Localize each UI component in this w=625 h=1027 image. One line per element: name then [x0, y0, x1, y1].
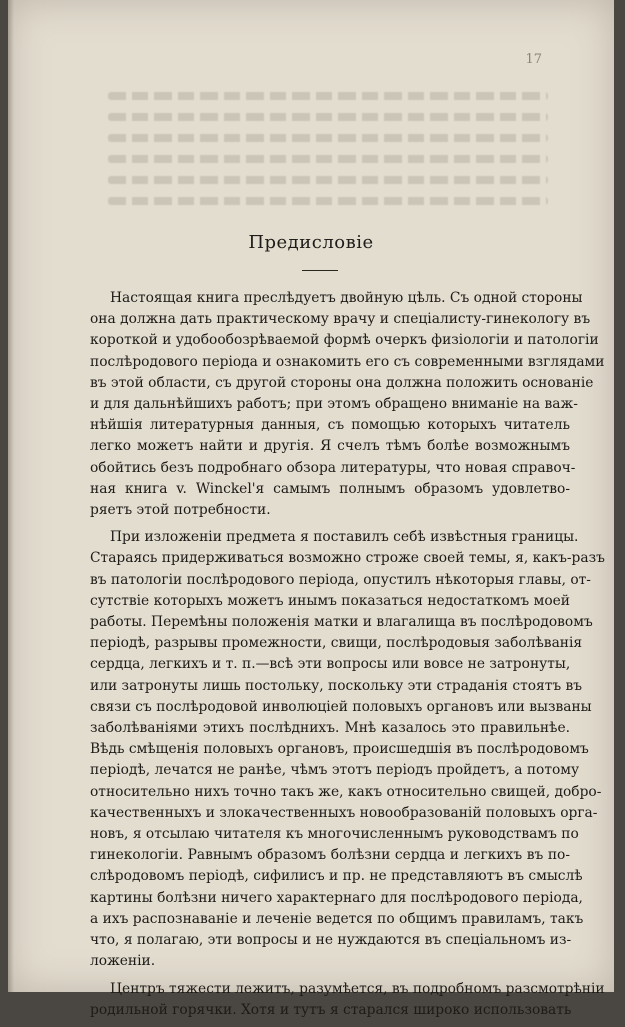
text-line: слѣродовомъ періодѣ, сифилисъ и пр. не представляютъ въ смыслѣ — [90, 868, 583, 885]
text-line: Настоящая книга преслѣдуетъ двойную цѣль. Съ одной стороны — [110, 290, 583, 306]
text-line: нѣйшія литературныя данныя, съ помощью которыхъ читатель — [90, 417, 570, 434]
text-line: сутствіе которыхъ можетъ инымъ показаться недостаткомъ моей — [90, 592, 570, 609]
text-line: гинекологіи. Равнымъ образомъ болѣзни сердца и легкихъ въ по- — [90, 847, 570, 864]
text-line: въ патологіи послѣродового періода, опустилъ нѣкоторыя главы, от- — [90, 571, 591, 588]
text-line: связи съ послѣродовой инволюціей половыхъ органовъ или вызваны — [90, 698, 592, 715]
text-line: періодѣ, лечатся не ранѣе, чѣмъ этотъ періодъ пройдетъ, а потому — [90, 762, 580, 779]
page-title: Предисловіе — [248, 232, 374, 253]
bleed-through-text — [8, 0, 614, 230]
text-line: новъ, я отсылаю читателя къ многочисленнымъ руководствамъ по — [90, 826, 579, 843]
text-line: и для дальнѣйшихъ работъ; при этомъ обращено вниманіе на важ- — [90, 396, 578, 413]
text-line: періодѣ, разрывы промежности, свищи, послѣродовыя заболѣванія — [90, 635, 583, 652]
text-line: Стараясь придерживаться возможно строже своей темы, я, какъ-разъ — [90, 550, 605, 567]
text-line: работы. Перемѣны положенія матки и влагалища въ послѣродовомъ — [90, 614, 593, 631]
body-text — [90, 288, 605, 1027]
text-line: а ихъ распознаваніе и леченіе ведется по общимъ правиламъ, такъ — [90, 910, 584, 927]
text-line: ряетъ этой потребности. — [90, 502, 271, 519]
text-line: или затронуты лишь постольку, поскольку эти страданія стоятъ въ — [90, 677, 583, 694]
text-line: относительно нихъ точно такъ же, какъ относительно свищей, добро- — [90, 783, 602, 800]
paragraph-2 — [90, 527, 605, 972]
book-page — [8, 0, 614, 1018]
text-line: ная книга v. Winckel'я самымъ полнымъ образомъ удовлетво- — [90, 480, 570, 497]
text-line: она должна дать практическому врачу и спеціалисту-гинекологу въ — [90, 311, 591, 328]
paragraph-1 — [90, 288, 605, 521]
text-line: Центръ тяжести лежитъ, разумѣется, въ подробномъ разсмотрѣніи — [110, 980, 605, 997]
text-line: что, я полагаю, эти вопросы и не нуждаются въ спеціальномъ из- — [90, 932, 572, 949]
page-number: 17 — [525, 52, 542, 67]
text-line: легко можетъ найти и другія. Я счелъ тѣмъ болѣе возможнымъ — [90, 438, 570, 455]
text-line: При изложеніи предмета я поставилъ себѣ извѣстныя границы. — [110, 529, 579, 546]
text-line: Вѣдь смѣщенія половыхъ органовъ, происшедшія въ послѣродовомъ — [90, 741, 589, 758]
paragraph-3 — [90, 979, 605, 1021]
text-line: послѣродового періода и ознакомить его съ современными взглядами — [90, 353, 605, 370]
text-line: обойтись безъ подробнаго обзора литературы, что новая справоч- — [90, 459, 576, 476]
text-line: заболѣваніями этихъ послѣднихъ. Мнѣ казалось это правильнѣе. — [90, 720, 570, 737]
text-line: сердца, легкихъ и т. п.—всѣ эти вопросы или вовсе не затронуты, — [90, 656, 571, 673]
text-line: въ этой области, съ другой стороны она должна положить основаніе — [90, 374, 594, 391]
text-line: ложеніи. — [90, 953, 156, 970]
text-line: качественныхъ и злокачественныхъ новообразованій половыхъ орга- — [90, 804, 598, 821]
text-line: короткой и удобообозрѣваемой формѣ очеркъ физіологіи и патологіи — [90, 332, 599, 349]
text-line: родильной горячки. Хотя и тутъ я старался широко использовать — [90, 1001, 572, 1018]
title-rule — [302, 270, 338, 271]
text-line: картины болѣзни ничего характернаго для послѣродового періода, — [90, 889, 583, 906]
